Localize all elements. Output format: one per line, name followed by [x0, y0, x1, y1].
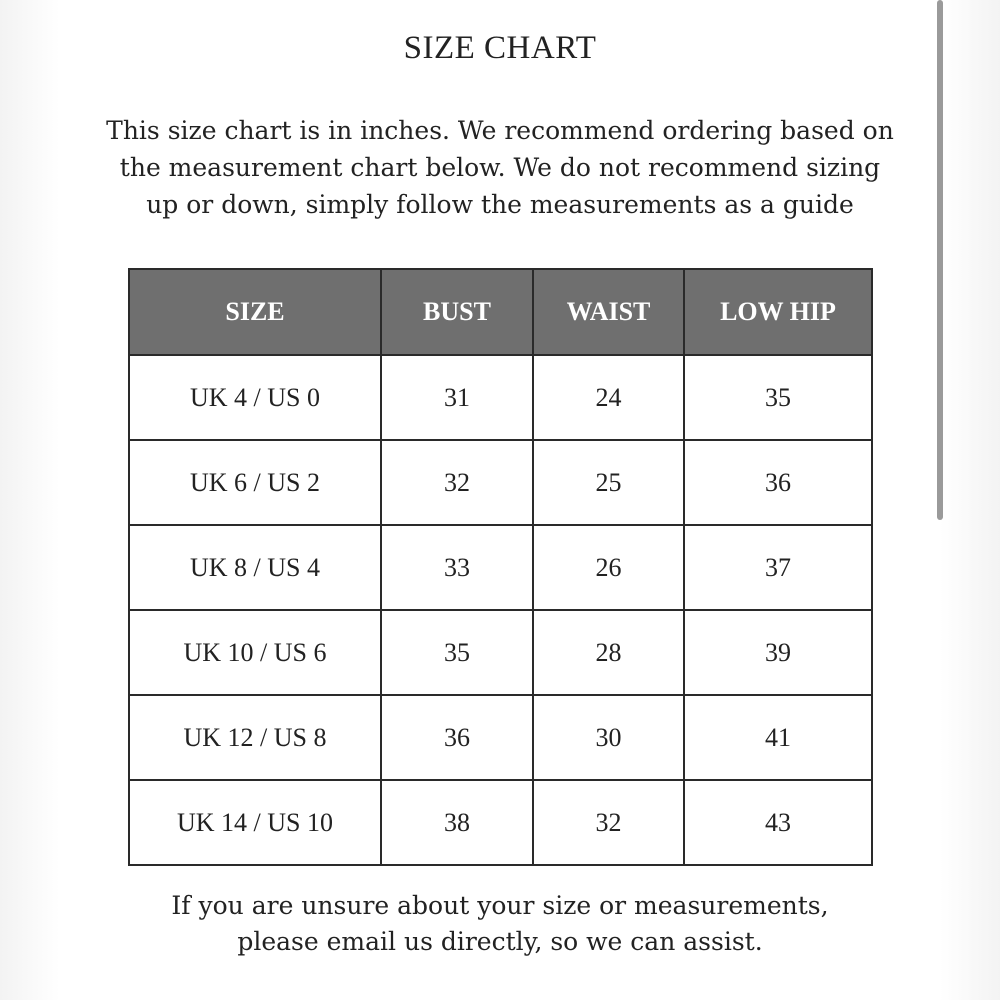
footer-line-1: If you are unsure about your size or measurements, — [171, 891, 829, 920]
intro-text: This size chart is in inches. We recommend ordering based on the measurement chart below. We do not recommend sizing up or down, simply follow the measurements as a guide — [106, 116, 894, 219]
table-row — [129, 355, 872, 440]
header-size: SIZE — [129, 269, 381, 355]
table-row — [129, 695, 872, 780]
cell-bust: 32 — [381, 440, 533, 525]
table-row — [129, 440, 872, 525]
page-title: SIZE CHART — [403, 30, 597, 66]
cell-size: UK 14 / US 10 — [129, 780, 381, 865]
cell-waist: 25 — [533, 440, 684, 525]
table-row — [129, 525, 872, 610]
cell-size: UK 12 / US 8 — [129, 695, 381, 780]
table-row — [129, 780, 872, 865]
cell-low-hip: 35 — [684, 355, 872, 440]
size-chart-table — [128, 268, 873, 866]
cell-waist: 24 — [533, 355, 684, 440]
cell-low-hip: 43 — [684, 780, 872, 865]
cell-low-hip: 39 — [684, 610, 872, 695]
cell-waist: 30 — [533, 695, 684, 780]
footer-line-2: please email us directly, so we can assist. — [237, 927, 763, 956]
cell-low-hip: 41 — [684, 695, 872, 780]
cell-waist: 28 — [533, 610, 684, 695]
cell-bust: 36 — [381, 695, 533, 780]
footer-note — [100, 888, 900, 960]
cell-bust: 35 — [381, 610, 533, 695]
header-waist: WAIST — [533, 269, 684, 355]
cell-low-hip: 36 — [684, 440, 872, 525]
cell-size: UK 6 / US 2 — [129, 440, 381, 525]
cell-size: UK 8 / US 4 — [129, 525, 381, 610]
table-header-row — [129, 269, 872, 355]
header-low-hip: LOW HIP — [684, 269, 872, 355]
cell-bust: 38 — [381, 780, 533, 865]
header-bust: BUST — [381, 269, 533, 355]
cell-size: UK 4 / US 0 — [129, 355, 381, 440]
cell-bust: 33 — [381, 525, 533, 610]
cell-bust: 31 — [381, 355, 533, 440]
cell-waist: 32 — [533, 780, 684, 865]
scrollbar-thumb[interactable] — [937, 0, 943, 520]
cell-low-hip: 37 — [684, 525, 872, 610]
cell-waist: 26 — [533, 525, 684, 610]
cell-size: UK 10 / US 6 — [129, 610, 381, 695]
table-row — [129, 610, 872, 695]
